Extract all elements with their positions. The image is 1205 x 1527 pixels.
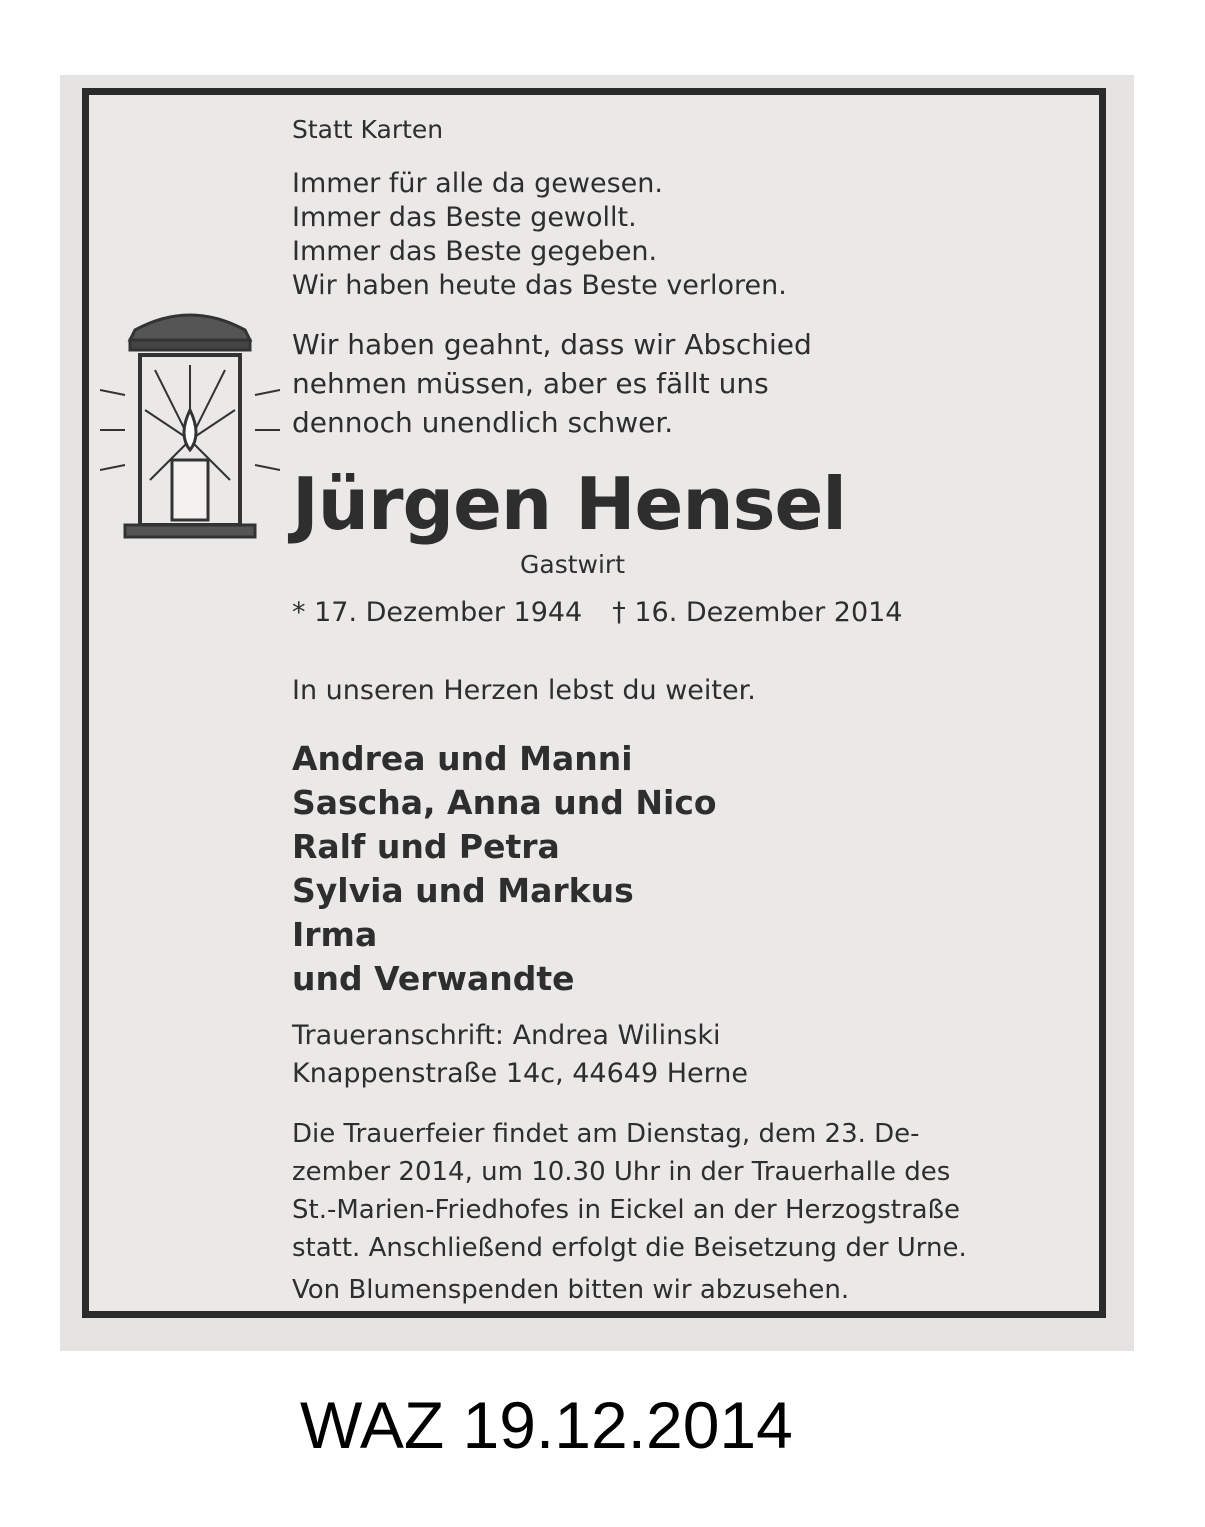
source-caption: WAZ 19.12.2014	[300, 1388, 793, 1462]
ceremony-info	[292, 1115, 967, 1309]
birth-date: * 17. Dezember 1944	[292, 597, 583, 628]
ceremony-line: statt. Anschließend erfolgt die Beisetzung der Urne.	[292, 1233, 967, 1263]
address-line: Knappenstraße 14c, 44649 Herne	[292, 1058, 748, 1089]
ceremony-line: St.-Marien-Friedhofes in Eickel an der Herzogstraße	[292, 1195, 960, 1225]
address-line: Traueranschrift: Andrea Wilinski	[292, 1020, 721, 1051]
mourning-address	[292, 1017, 748, 1093]
poem-line: Immer das Beste gewollt.	[292, 202, 637, 233]
farewell-block	[292, 325, 812, 442]
ceremony-line: zember 2014, um 10.30 Uhr in der Trauerhalle des	[292, 1157, 951, 1187]
poem-block	[292, 167, 787, 303]
deceased-name: Jürgen Hensel	[292, 462, 846, 546]
poem-line: Wir haben heute das Beste verloren.	[292, 270, 787, 301]
profession: Gastwirt	[520, 550, 625, 579]
family-member: Irma	[292, 915, 378, 954]
statt-karten-text: Statt Karten	[292, 115, 444, 144]
farewell-line: nehmen müssen, aber es fällt uns	[292, 367, 769, 400]
memorial-line: In unseren Herzen lebst du weiter.	[292, 675, 756, 706]
family-member: Sylvia und Markus	[292, 871, 634, 910]
family-member: Andrea und Manni	[292, 739, 633, 778]
poem-line: Immer das Beste gegeben.	[292, 236, 658, 267]
poem-line: Immer für alle da gewesen.	[292, 168, 663, 199]
farewell-line: dennoch unendlich schwer.	[292, 406, 674, 439]
family-member: und Verwandte	[292, 959, 575, 998]
family-list	[292, 737, 717, 1001]
family-member: Sascha, Anna und Nico	[292, 783, 717, 822]
candle-lantern-icon	[100, 300, 280, 540]
ceremony-line: Von Blumenspenden bitten wir abzusehen.	[292, 1275, 850, 1305]
farewell-line: Wir haben geahnt, dass wir Abschied	[292, 328, 812, 361]
family-member: Ralf und Petra	[292, 827, 560, 866]
ceremony-line: Die Trauerfeier findet am Dienstag, dem 23. De-	[292, 1119, 920, 1149]
life-dates	[292, 597, 903, 628]
death-date: † 16. Dezember 2014	[612, 597, 903, 628]
